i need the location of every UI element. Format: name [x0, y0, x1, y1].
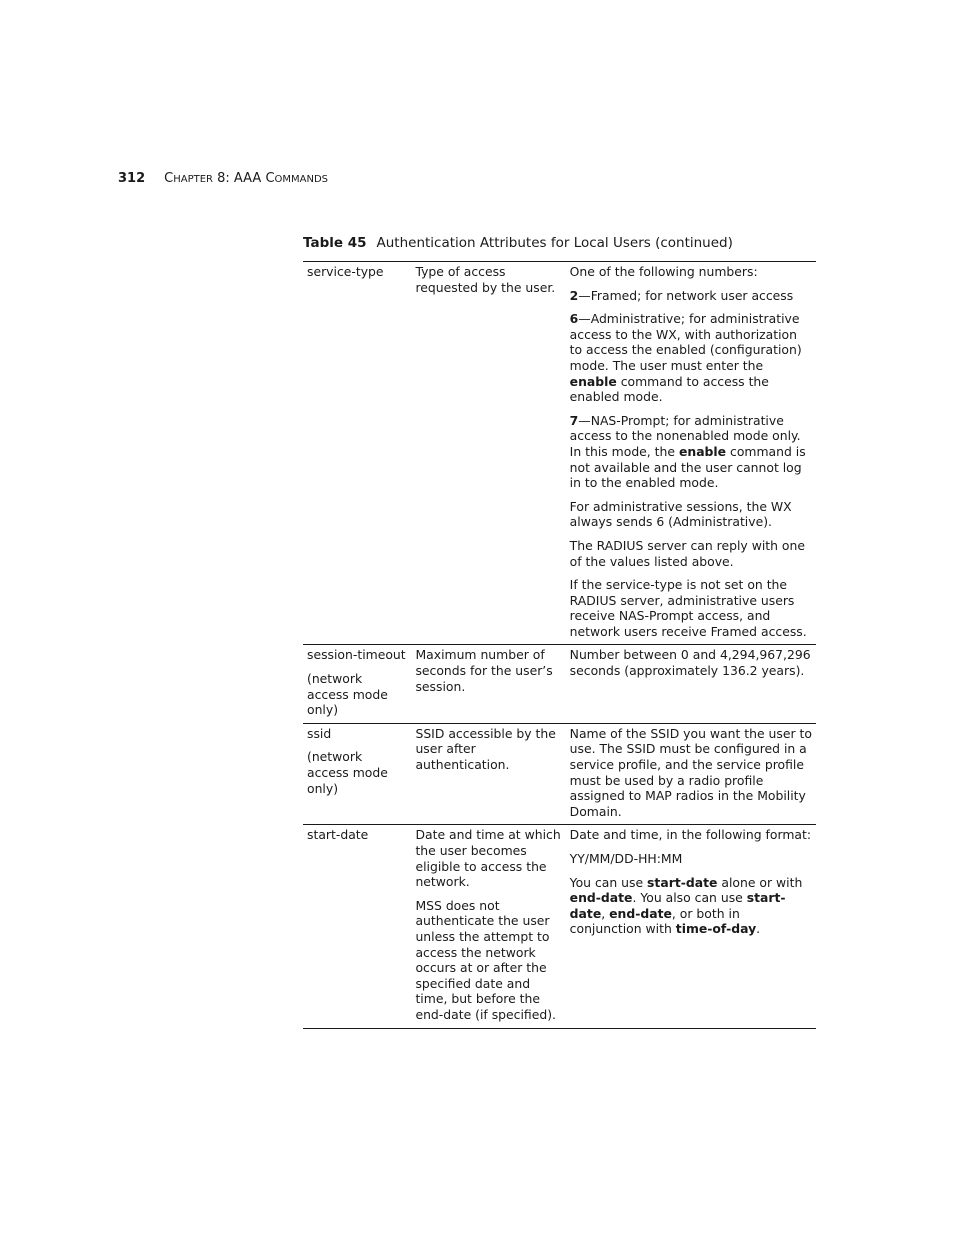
- text-run: Number between 0 and 4,294,967,296 seconds (approximately 136.2 years).: [569, 647, 811, 679]
- table-label: Table 45: [303, 235, 367, 251]
- text-run: For administrative sessions, the WX always sends 6 (Administrative).: [569, 498, 792, 530]
- bold-term: enable: [678, 443, 727, 459]
- bold-term: 2: [569, 287, 579, 303]
- text-run: ,: [601, 905, 610, 921]
- attribute-cell: [303, 262, 411, 645]
- table-title: Authentication Attributes for Local Users (continued): [376, 235, 733, 251]
- text-run: —Framed; for network user access: [578, 287, 794, 303]
- text-run: Date and time, in the following format:: [569, 827, 812, 843]
- text-run: YY/MM/DD-HH:MM: [569, 851, 683, 866]
- table-row: [303, 825, 816, 1028]
- text-run: command is not available and the user cannot log in to the enabled mode.: [569, 443, 806, 491]
- description-text: MSS does not authenticate the user unless the attempt to access the network occurs at or after the specified date and time, but before the end-date (if specified).: [415, 897, 556, 1022]
- bold-term: 7: [569, 412, 579, 428]
- value-text: [570, 413, 812, 491]
- attributes-table: [303, 261, 816, 1029]
- text-run: Name of the SSID you want the user to use. The SSID must be configured in a service profile, and the service profile must be used by a radio profile assigned to MAP radios in the Mobility Domain.: [569, 725, 812, 819]
- attribute-name: session-timeout: [307, 647, 406, 663]
- description-cell: [411, 262, 565, 645]
- value-text: [570, 577, 812, 639]
- value-text: [570, 311, 812, 405]
- bold-term: enable: [569, 373, 617, 389]
- attribute-note: (network access mode only): [307, 749, 388, 796]
- text-run: One of the following numbers:: [569, 264, 758, 279]
- value-text: [570, 288, 812, 304]
- page-number: 312: [118, 171, 146, 186]
- attribute-cell: [303, 723, 411, 825]
- value-text: [570, 726, 812, 820]
- bold-term: end-date: [609, 905, 672, 921]
- value-text: [570, 538, 812, 569]
- text-run: —Administrative; for administrative access to the WX, with authorization to access the enabled (configuration) mode. The user must enter the: [569, 311, 802, 373]
- text-run: The RADIUS server can reply with one of the values listed above.: [569, 537, 805, 569]
- description-cell: [411, 825, 565, 1028]
- table-row: [303, 723, 816, 825]
- attribute-cell: [303, 825, 411, 1028]
- bold-term: end-date: [569, 890, 633, 906]
- value-text: [570, 647, 812, 678]
- value-text: [570, 875, 812, 937]
- running-header: [118, 171, 328, 186]
- value-text: [570, 851, 812, 867]
- text-run: alone or with: [717, 874, 803, 890]
- bold-term: time-of-day: [675, 921, 757, 937]
- attribute-cell: [303, 645, 411, 723]
- table-body: [303, 262, 816, 1029]
- description-cell: [411, 723, 565, 825]
- text-run: If the service-type is not set on the RADIUS server, administrative users receive NAS-Prompt access, and network users receive Framed access.: [569, 577, 807, 639]
- description-text: Maximum number of seconds for the user’s session.: [415, 647, 553, 694]
- text-run: You can use: [569, 874, 648, 890]
- description-cell: [411, 645, 565, 723]
- text-run: . You also can use: [632, 890, 747, 906]
- values-cell: [566, 262, 816, 645]
- text-run: , or both in conjunction with: [569, 905, 740, 937]
- values-cell: [566, 825, 816, 1028]
- text-run: —NAS-Prompt; for administrative access to the nonenabled mode only. In this mode, the: [569, 412, 801, 459]
- bold-term: 6: [569, 311, 579, 327]
- value-text: [570, 264, 812, 280]
- description-text: Date and time at which the user becomes eligible to access the network.: [415, 827, 561, 890]
- attribute-note: (network access mode only): [307, 671, 388, 718]
- values-cell: [566, 723, 816, 825]
- value-text: [570, 827, 812, 843]
- text-run: .: [756, 921, 761, 937]
- description-text: SSID accessible by the user after authentication.: [415, 725, 556, 773]
- description-text: Type of access requested by the user.: [415, 264, 556, 295]
- chapter-title: CHAPTER 8: AAA COMMANDS: [164, 171, 329, 186]
- text-run: command to access the enabled mode.: [569, 373, 769, 405]
- table-row: [303, 262, 816, 645]
- table-row: [303, 645, 816, 723]
- value-text: [570, 499, 812, 530]
- attribute-name: start-date: [307, 827, 369, 843]
- bold-term: start-date: [569, 890, 786, 921]
- attribute-name: ssid: [307, 725, 332, 741]
- bold-term: start-date: [647, 874, 718, 890]
- attribute-name: service-type: [307, 264, 384, 279]
- table-caption: [303, 235, 733, 251]
- values-cell: [566, 645, 816, 723]
